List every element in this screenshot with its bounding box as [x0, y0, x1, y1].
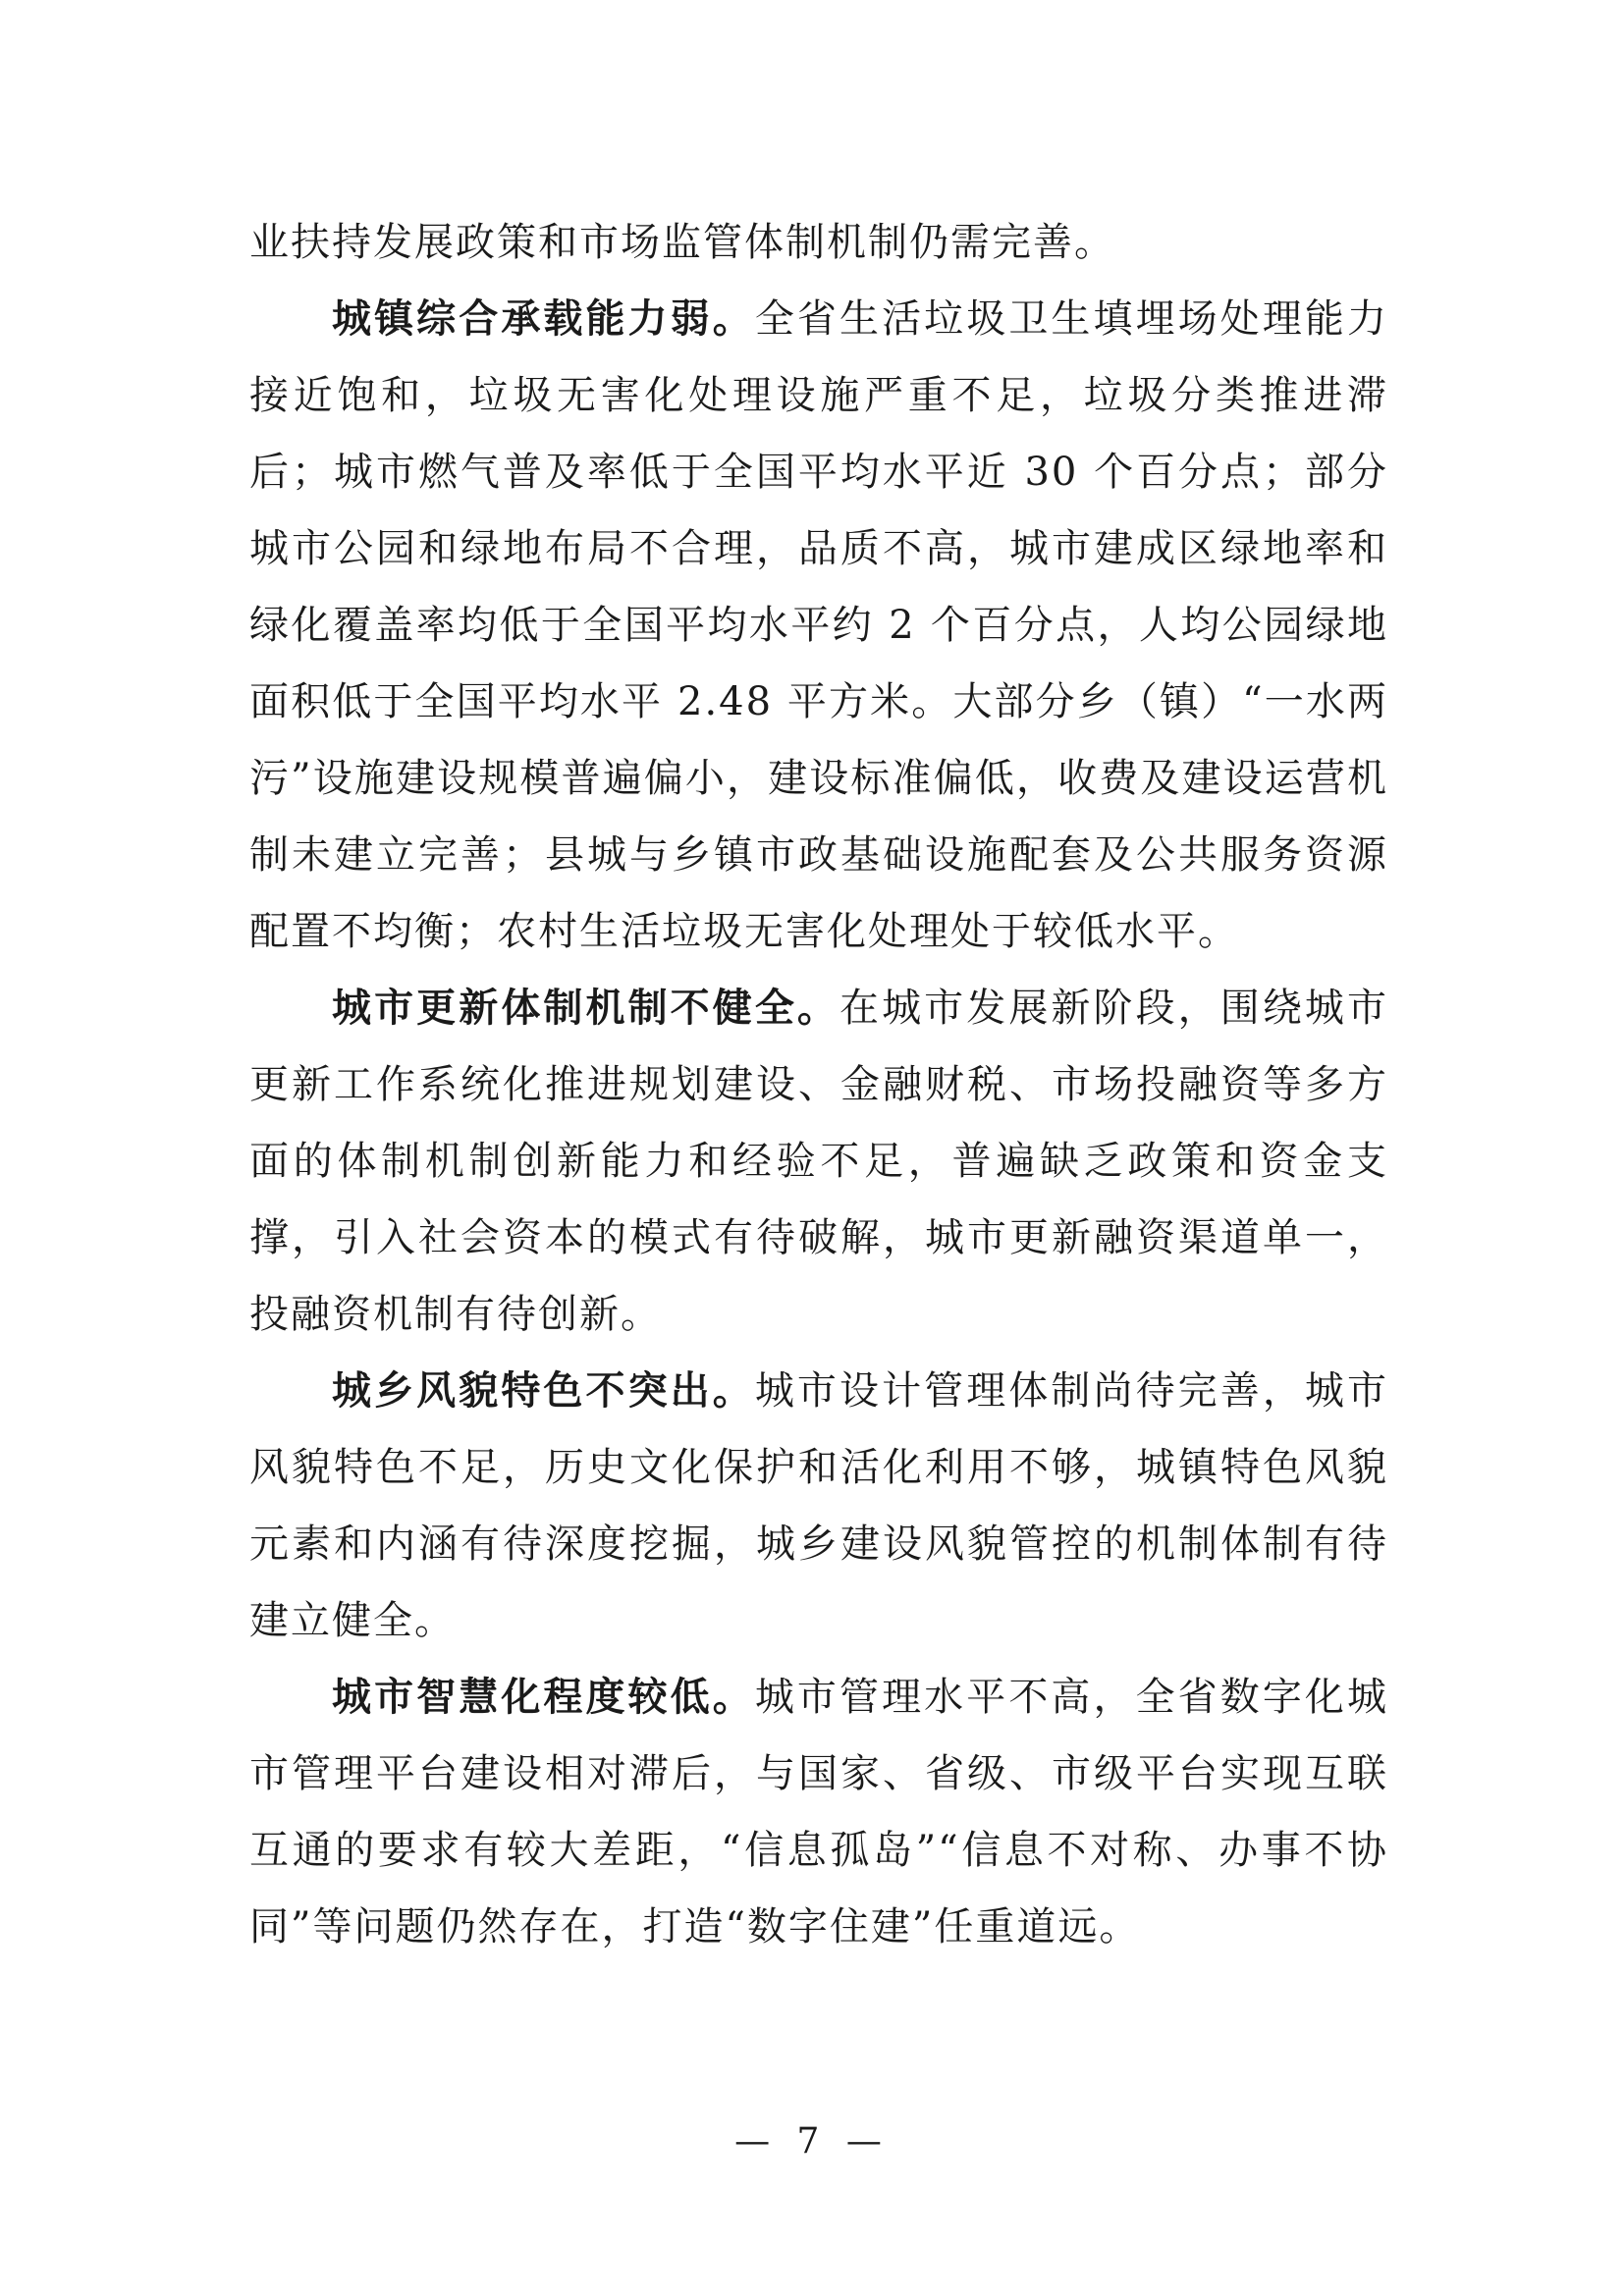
paragraph-text: 全省生活垃圾卫生填埋场处理能力接近饱和，垃圾无害化处理设施严重不足，垃圾分类推进滞后；城市燃气普及率低于全国平均水平近 30 个百分点；部分城市公园和绿地布局不合理，品质不高，城市建成区绿地率和绿化覆盖率均低于全国平均水平约 2 个百分点，人均公园绿地面积低于全国平均水平 2.48 平方米。大部分乡（镇）“一水两污”设施建设规模普遍偏小，建设标准偏低，收费及建设运营机制未建立完善；县城与乡镇市政基础设施配套及公共服务资源配置不均衡；农村生活垃圾无害化处理处于较低水平。 — [249, 296, 1389, 954]
paragraph-heading: 城乡风貌特色不突出。 — [332, 1367, 755, 1414]
paragraph-smart-city — [249, 1659, 1388, 1965]
paragraph-urban-capacity — [249, 281, 1388, 970]
paragraph-text: 城市设计管理体制尚待完善，城市风貌特色不足，历史文化保护和活化利用不够，城镇特色风貌元素和内涵有待深度挖掘，城乡建设风貌管控的机制体制有待建立健全。 — [249, 1368, 1389, 1643]
document-body — [249, 204, 1388, 1965]
continuation-paragraph: 业扶持发展政策和市场监管体制机制仍需完善。 — [249, 220, 1115, 265]
paragraph-urban-renewal — [249, 970, 1388, 1353]
paragraph-heading: 城市更新体制机制不健全。 — [332, 985, 839, 1031]
paragraph-heading: 城市智慧化程度较低。 — [332, 1674, 755, 1720]
paragraph-text: 在城市发展新阶段，围绕城市更新工作系统化推进规划建设、金融财税、市场投融资等多方面的体制机制创新能力和经验不足，普遍缺乏政策和资金支撑，引入社会资本的模式有待破解，城市更新融资渠道单一，投融资机制有待创新。 — [249, 986, 1388, 1337]
paragraph-heading: 城镇综合承载能力弱。 — [332, 295, 755, 342]
page-number: — 7 — — [734, 2121, 890, 2162]
paragraph-urban-features — [249, 1353, 1388, 1659]
paragraph-text: 城市管理水平不高，全省数字化城市管理平台建设相对滞后，与国家、省级、市级平台实现互联互通的要求有较大差距，“信息孤岛”“信息不对称、办事不协同”等问题仍然存在，打造“数字住建”任重道远。 — [249, 1675, 1389, 1949]
